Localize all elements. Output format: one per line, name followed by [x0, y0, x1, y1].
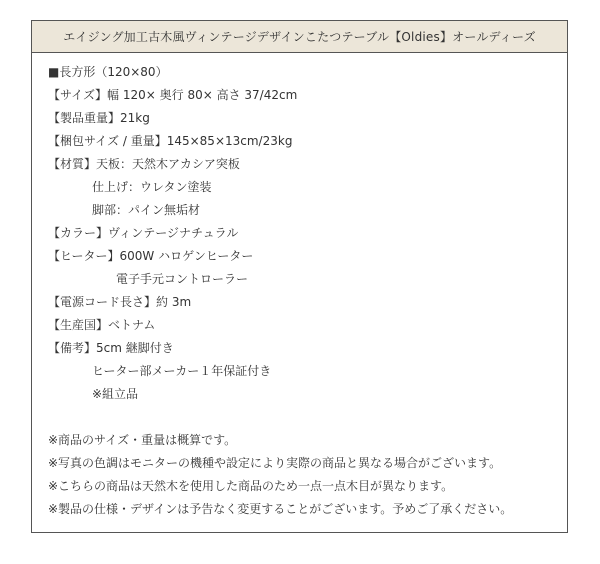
product-title: エイジング加工古木風ヴィンテージデザインこたつテーブル【Oldies】オールディーズ [63, 30, 536, 44]
spec-size: 【サイズ】幅 120× 奥行 80× 高さ 37/42cm [48, 88, 298, 102]
spec-color: 【カラー】ヴィンテージナチュラル [48, 226, 239, 240]
spec-weight: 【製品重量】21kg [48, 111, 150, 125]
spec-notes-1: 【備考】5cm 継脚付き [48, 341, 174, 355]
product-title-header [32, 21, 567, 53]
disclaimer-3: ※こちらの商品は天然木を使用した商品のため一点一点木目が異なります。 [48, 479, 454, 493]
disclaimer-1: ※商品のサイズ・重量は概算です。 [48, 433, 237, 447]
spec-origin: 【生産国】ベトナム [48, 318, 156, 332]
spec-material-finish: 仕上げ：ウレタン塗装 [92, 180, 212, 194]
spec-notes-3: ※組立品 [92, 387, 139, 401]
spec-heater: 【ヒーター】600W ハロゲンヒーター [48, 249, 254, 263]
spec-cord: 【電源コード長さ】約 3m [48, 295, 192, 309]
disclaimer-2: ※写真の色調はモニターの機種や設定により実際の商品と異なる場合がございます。 [48, 456, 502, 470]
spec-notes-2: ヒーター部メーカー１年保証付き [92, 364, 272, 378]
spec-heater-controller: 電子手元コントローラー [116, 272, 249, 286]
spec-card [31, 20, 568, 533]
spec-material-top: 【材質】天板：天然木アカシア突板 [48, 157, 240, 171]
spec-material-legs: 脚部：パイン無垢材 [92, 203, 201, 217]
spec-package: 【梱包サイズ / 重量】145×85×13cm/23kg [48, 134, 293, 148]
spec-shape: ■長方形（120×80） [48, 65, 168, 79]
disclaimer-4: ※製品の仕様・デザインは予告なく変更することがございます。予めご了承ください。 [48, 502, 513, 516]
